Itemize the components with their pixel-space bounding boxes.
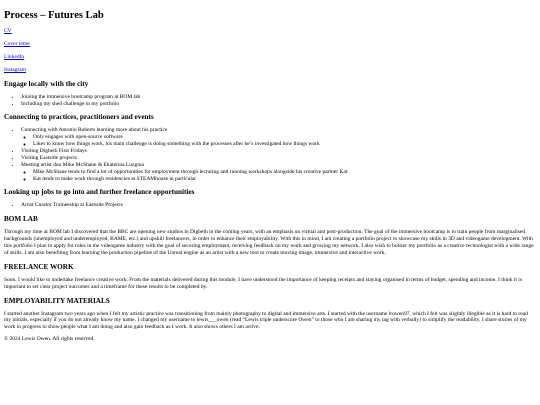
list-item: • Visiting Eastside projects	[21, 155, 536, 162]
list-item	[21, 127, 536, 148]
jobs-list	[4, 202, 536, 209]
employability-heading: EMPLOYABILITY MATERIALS	[4, 296, 110, 305]
jobs-heading: Looking up jobs to go into and further freelance opportunities	[4, 188, 195, 197]
employability-paragraph: I started another Instagram two years ago when I felt my artistic practice was transitioning from mainly photography to digital and immersive arts. I started with the username lrowen97, which I felt was slightly illegible as it is hard to read my initials, especially if you do not already know my name. I changed my username to lewis___owen (read “Lewis triple underscore Owen” to those who I am sharing my tag with verbally) to simplify the readability. I share stories of my work in progress to show people what I am doing and also gain feedback as I work. It also shows others I am active.	[4, 310, 528, 331]
connecting-heading: Connecting to practices, practitioners and events	[4, 113, 154, 122]
list-item-text: Meeting artist duo Mike McShane & Ekaterina Luzgina	[21, 161, 144, 168]
instagram-link[interactable]: Instagram	[4, 66, 26, 73]
list-item	[21, 162, 536, 183]
list-item: • Including my shed challenge in my portfolio	[21, 101, 536, 108]
sub-list-item: ◦ Likes to know how things work, his main challenge is doing something with the processes after he’s investigated how things work	[33, 141, 536, 148]
linkedin-link[interactable]: LinkedIn	[4, 53, 25, 60]
cover-letter-link[interactable]: Cover letter	[4, 41, 31, 47]
cv-link[interactable]: CV	[4, 28, 12, 35]
freelance-heading: FREELANCE WORK	[4, 262, 74, 271]
list-item: • Artist Curator Traineeship at Eastside Projects	[21, 202, 536, 209]
connecting-list	[4, 127, 536, 182]
bom-lab-paragraph: Through my time at BOM lab I discovered that the BBC are opening new studios in Digbeth in the coming years, with an emphasis on virtual and post-production. The goal of the immersive bootcamp is to train people from marginalised backgrounds (unemployed and underemployed, BAME, etc.) and upskill freelancers, in order to enhance their employability. With this in mind, I am creating a portfolio project to showcase my skills in 3D and videogame development. With this portfolio I plan to apply for roles in the videogame industry with the goal of securing employment, receiving feedback on my work and growing my network. I also wish to bolster my portfolio as a creative technologist with a wide range of skills. I am also benefiting from learning the production pipeline of the Unreal engine as an artist with a new tool to create moving image, immersive and interactive work.	[4, 229, 534, 256]
sub-list-item: ◦ Mike McShane tends to find a lot of opportunities for employment through lecturing and running workshops alongside his creative partner Kat	[33, 169, 536, 176]
engage-list	[4, 94, 536, 108]
freelance-paragraph: Soon, I would like to undertake freelance creative work. From the materials delivered during this module, I have understood the importance of keeping receipts and staying organised in terms of budget, spending and income. I think it is important to set clear project outcomes and a timeframe for these results to be completed by.	[4, 276, 522, 290]
list-item: • Joining the immersive bootcamp program at BOM lab	[21, 94, 536, 101]
footer-copyright: © 2024 Lewis Owen. All rights reserved.	[4, 336, 95, 343]
list-item-text: Connecting with Antonio Roberts learning more about his practice	[21, 127, 168, 134]
engage-heading: Engage locally with the city	[4, 79, 89, 88]
nav-links	[4, 28, 536, 74]
sub-list	[21, 134, 536, 148]
list-item: • Visiting Digbeth First Fridays	[21, 148, 536, 155]
sub-list-item: ◦ Only engages with open-source software	[33, 134, 536, 141]
sub-list-item: ◦ Kat tends to make work through residencies at STEAMhouse in particular	[33, 176, 536, 183]
sub-list	[21, 169, 536, 183]
bom-lab-heading: BOM LAB	[4, 215, 38, 224]
page-title: Process – Futures Lab	[4, 10, 104, 21]
